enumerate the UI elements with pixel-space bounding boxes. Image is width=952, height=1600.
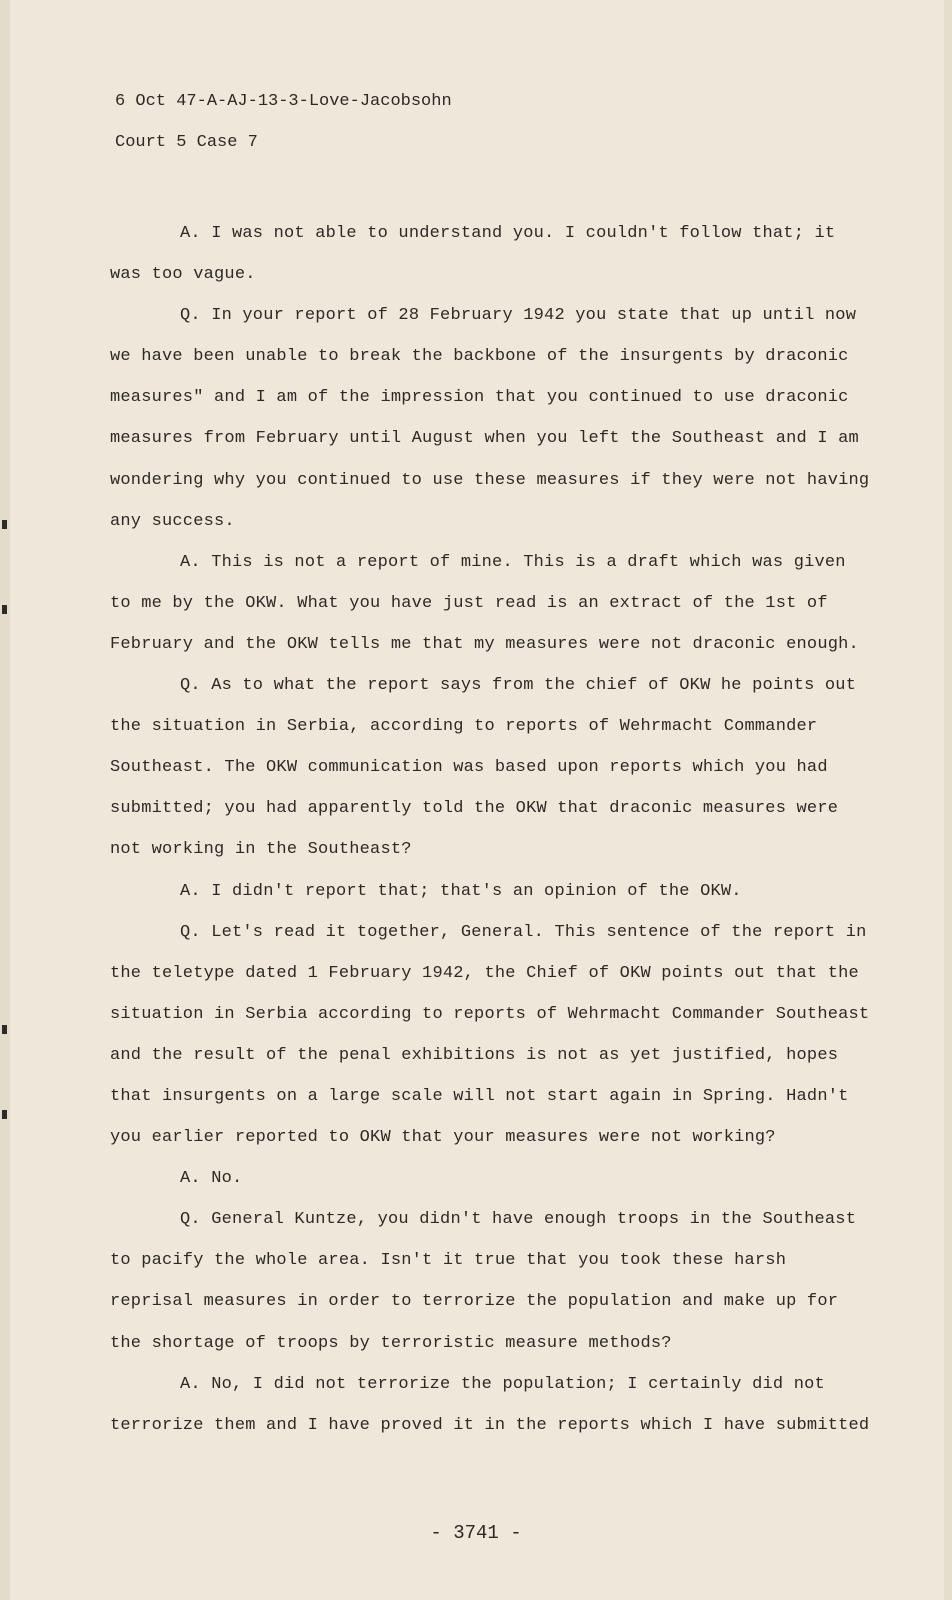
answer-paragraph: A. I didn't report that; that's an opinion of the OKW. (180, 881, 742, 901)
answer-paragraph: A. I was not able to understand you. I couldn't follow that; it was too vague. (110, 224, 836, 285)
page-number: - 3741 - (430, 1522, 522, 1544)
document-header (115, 92, 452, 174)
court-case: Court 5 Case 7 (115, 133, 258, 152)
question-paragraph: Q. In your report of 28 February 1942 you state that up until now we have been unable to break the backbone of the insurgents by draconic measures" and I am of the impression that you continued to use draconic measures from February until August when you left the Southeast and I am wondering why you continued to use these measures if they were not having any success. (110, 306, 870, 531)
binder-hole-mark (2, 1025, 7, 1034)
question-paragraph: Q. Let's read it together, General. This sentence of the report in the teletype dated 1 February 1942, the Chief of OKW points out that the situation in Serbia according to reports of Wehrmacht Commander Southeast and the result of the penal exhibitions is not as yet justified, hopes that insurgents on a large scale will not start again in Spring. Hadn't you earlier reported to OKW that your measures were not working? (110, 922, 870, 1148)
question-paragraph: Q. General Kuntze, you didn't have enough troops in the Southeast to pacify the whole area. Isn't it true that you took these harsh reprisal measures in order to terrorize the population and make up for the shortage of troops by terroristic measure methods? (110, 1210, 857, 1353)
question-paragraph: Q. As to what the report says from the chief of OKW he points out the situation in Serbia, according to reports of Wehrmacht Commander Southeast. The OKW communication was based upon reports which you had submitted; you had apparently told the OKW that draconic measures were not working in the Southeast? (110, 676, 857, 860)
binder-hole-mark (2, 1110, 7, 1119)
binder-hole-mark (2, 605, 7, 614)
file-reference: 6 Oct 47-A-AJ-13-3-Love-Jacobsohn (115, 92, 452, 111)
answer-paragraph: A. No. (180, 1169, 243, 1189)
binder-hole-mark (2, 520, 7, 529)
answer-paragraph: A. This is not a report of mine. This is a draft which was given to me by the OKW. What you have just read is an extract of the 1st of February and the OKW tells me that my measures were not draconic enough. (110, 552, 859, 654)
transcript-body (110, 213, 870, 1446)
answer-paragraph: A. No, I did not terrorize the population; I certainly did not terrorize them and I have proved it in the reports which I have submitted (110, 1374, 870, 1435)
